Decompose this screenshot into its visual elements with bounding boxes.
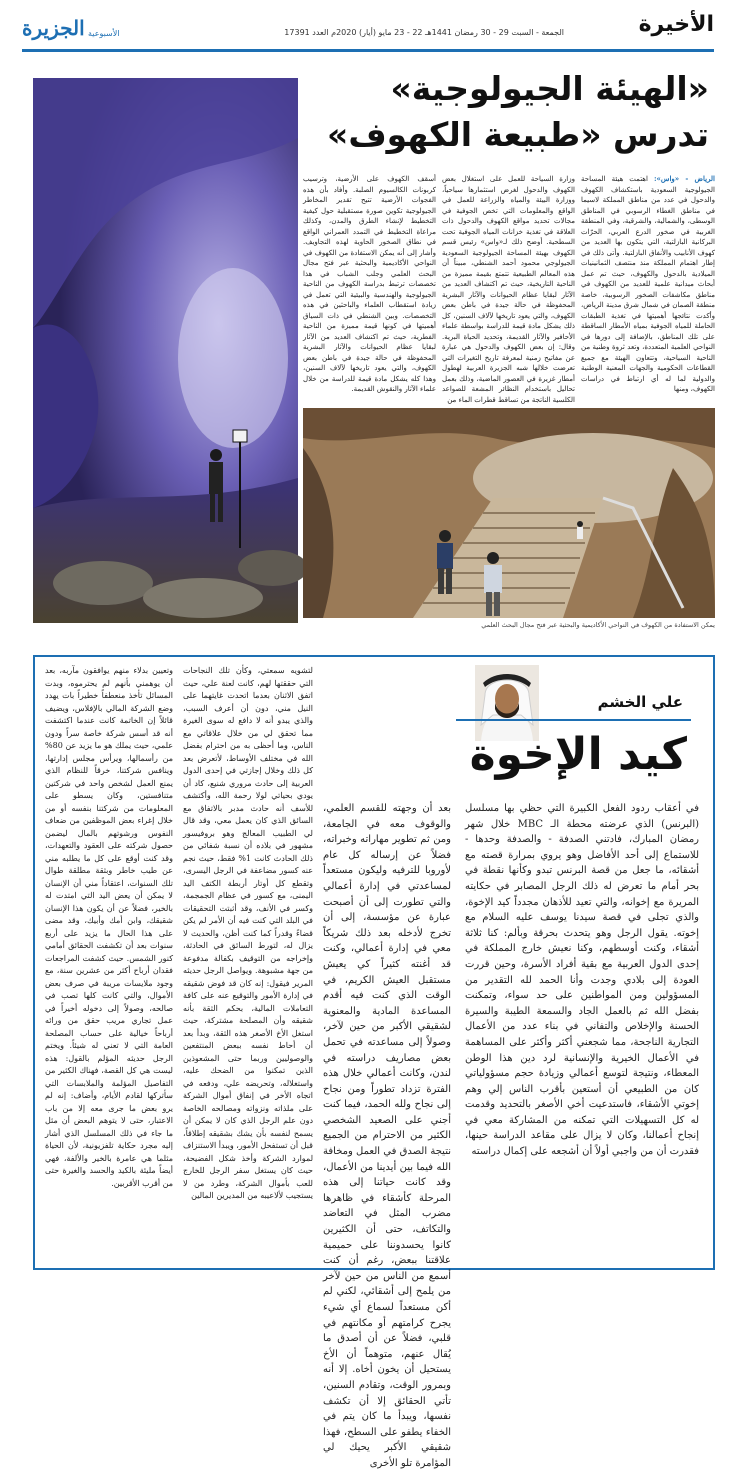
opinion-title: كيد الإخوة xyxy=(469,729,687,780)
article-headline xyxy=(327,66,709,158)
opinion-column-middle-text: بعد أن وجهته للقسم العلمي، والوقوف معه في الجامعة، ومن ثم تطوير مهاراته وخبراته، فضلاً عن إرساله كل عام لأوروبا للترفيه وليكون مستعداً لمساعدتي في إدارة أعمالي والتي تطورت إلى أن أصبحت عبارة عن مؤسسة، إلى أن تخرج لأدخله بعد ذلك شريكاً معي في إدارة أعمالي، وكنت قد أغنته كثيراً كي يعيش مستقبل العيش الكريم، في الوقت الذي كنت فيه أقدم المساعدة المادية والمعنوية لشقيقي الأكبر من حين لآخر، وصولاً إلى مساعدته في تحمل بعض مصاريف دراسته في لندن، وكانت أعمالي خلال هذه الفترة تزداد تطوراً ومن نجاح إلى نجاح ولله الحمد، فيما كنت أجني على الصعيد الشخصي الكثير من الاحترام من الجميع نتيجة الصدق في العمل ومخافة الله فيما بين أيدينا من الأعمال، وقد كانت حياتنا إلى هذه المرحلة كأشقاء في ظاهرها مضرب المثل في التعاضد والتكاتف، حتى أن الكثيرين كانوا يحسدوننا على حميمية علاقتنا ببعض، رغم أن كنت أسمع من الناس من حين لآخر من يلمح إلى أشقائي، لكني لم أكن مستعداً لسماع أي شيء يجرح كرامتهم أو مكانتهم في قلبي، فضلاً عن أن أصدق ما يُقال عنهم، متوهماً أن الأخ يستحيل أن يخون أخاه. إلا أنه وبمرور الوقت، وتقادم السنين، تأتي الحقائق إلا أن تكشف نفسها، ويبدأ ما كان يتم في الخفاء يطفو على السطح، فهذا شقيقي الأكبر يحيك لي المؤامرة تلو الأخرى xyxy=(323,803,451,1469)
opinion-column-left-1 xyxy=(183,665,313,1255)
opinion-column-box xyxy=(33,655,715,1469)
opinion-column-left-1-text: لتشويه سمعتي، وكأن تلك النجاحات التي حققتها لهم، كانت لعنة علي، حيث اتفق الاثنان بعدما اتحدت غايتهما على النيل مني، دون أن أعرف السبب، والذي يبدو أنه لا دافع له سوى الغيرة مما تحقق لي من خلال علاقاتي مع الناس، وما أحظى به من احترام بفضل الله في مختلف الأوساط، لأتعرض بعد كل ذلك وخلال إجازتي في إحدى الدول العربية إلى حادث مروري شنيع، كاد أن يودي بحياتي لولا رحمة الله، وأكتشف للأسف أنه حادث مدبر بالاتفاق مع السائق الذي كان يعمل معي، وقد قال لي الطبيب المعالج وهو بروفيسور مشهور في بلاده أن نسبة شفائي من ذلك الحادث كانت 1% فقط، حيث نجم عنه كسور مضاعفة في الرجل اليسرى، وتقطع كل أوتار أربطة الكتف اليد اليمنى، مع كسور في عظام الجمجمة، وكسر في الأنف، وقد أثبتت التحقيقات في البلد التي كنت فيه أن الأمر لم يكن قضاءً وقدراً كما كنت أظن، والحديث لا يزال له، لتورط السائق في الحادثة، وإخراجه من التوقيف بكفالة مدفوعة من جهة مشبوهة. ويواصل الرجل حديثه المرير فيقول: إنه كان قد فوض شقيقه في إدارة الأمور والتوقيع عنه على كافة التعاملات المالية، بحكم الثقة بأنه شقيقه وأن المصلحة مشتركة، حيث استغل الأخ الأصغر هذه الثقة، وبدأ بعد أن أحاط نفسه ببعض المنتفعين والوصوليين وربما حتى المشعوذين الذين تمكنوا من الضحك عليه، واستغلاله، وتحريضه علي، ودفعه في اتجاه الأخر في إنفاق أموال الشركة على ملذاته ونزواته ومصالحه الخاصة دون علم الرجل الذي كان لا يمكن أن يسمح لنفسه بأن يشك بشقيقه إطلاقاً، قبل أن تستفحل الأمور، ويبدأ الاستنزاف لموارد الشركة وأخذ شكل الفضيحة، حيث كان يستغل سفر الرجل للخارج للعب بأموال الشركة، وطرد من لا يستجيب لألاعيبه من المديرين المالين xyxy=(183,666,313,1200)
article-column-left xyxy=(303,174,436,396)
section-label: الأخيرة xyxy=(638,12,714,37)
article-column-left-text: أسقف الكهوف على الأرضية، وترسيب كربونات الكالسيوم الصلبة. وأفاد بأن هذه الفجوات الأرضية تتيح تقدير المخاطر الجيولوجية تكوين صورة مستقبلية حول كيفية التخطيط لإنشاء الطرق والمدن، وكذلك مراعاة التخطيط في التمدد العمراني الواقع في نطاق الصخور الحاوية لهذه التجاويف. وأشار إلى أنه يمكن الاستفادة من الكهوف في النواحي الأكاديمية والبحثية عبر فتح مجال البحث العلمي وجلب الشباب في هذا تخصصات ترتبط بدراسة الكهوف من الناحية الجيولوجية والهندسية والبيئية التي تعمل في زيادة استقطاب العلماء والباحثين في هذه التخصصات. وبين الشنطي في ذات السياق أهميتها في كونها قيمة مميزة من الناحية الفطرية، حيث تم اكتشاف العديد من الآثار لبقايا عظام الحيوانات والآثار البشرية المحفوظة في حالة جيدة في باطن بعض الكهوف، والتي يعود تاريخها لآلاف السنين، وهذا كله يشكل مادة قيمة للدراسة من خلال علماء الآثار والنقوش القديمة. xyxy=(303,175,436,393)
opinion-column-middle xyxy=(323,801,451,1469)
newspaper-logo-subtitle: الأسبوعية xyxy=(88,29,120,38)
author-divider xyxy=(456,719,691,721)
article-byline: الرياض - «واس»: xyxy=(653,174,716,183)
photo-caption: يمكن الاستفادة من الكهوف في النواحي الأكاديمية والبحثية عبر فتح مجال البحث العلمي xyxy=(481,621,715,629)
cave-stairs-photo xyxy=(303,408,715,618)
cave-tunnel-illustration xyxy=(33,78,298,623)
issue-date-line: الجمعة - السبت 29 - 30 رمضان 1441هـ 22 - 23 مايو (أيار) 2020م العدد 17391 xyxy=(284,28,564,37)
cave-stairs-illustration xyxy=(303,408,715,618)
opinion-column-right-text: في أعقاب ردود الفعل الكبيرة التي حظي بها مسلسل (البرنس) الذي عرضته محطة الـ MBC خلال شهر رمضان المبارك، فادتني الصدفة - والصدفة وحدها - للاستماع إلى أحد الأفاضل وهو يروي بمرارة قصته مع أشقائه، ما جعل من قصة البرنس تبدو وكأنها نقطة في بحر أمام ما تعرض له ذلك الرجل المصابر في حكايته المريرة مع إخوانه، والتي تعيد للأذهان مجدداً كيد الإخوة، والذي تجلى في قصة سيدنا يوسف عليه السلام مع إخوته. يقول الرجل وهو يتحدث بحرقة وبألم: كنا ثلاثة أشقاء، وكنت أوسطهم، وكنا نعيش خارج المملكة في إحدى الدول العربية مع بقية أفراد الأسرة، وحين قررت العودة إلى بلادي وجدت وأنا الحمد لله التقدير من المسؤولين ومن المواطنين على حد سواء، وتمكنت بفضل الله ثم بالعمل الجاد والسمعة الطيبة والسيرة الحسنة والإخلاص والتفاني في بناء عدد من الأعمال التجارية الناجحة، مما شجعني أكثر وأكثر على المساهمة في الأعمال الخيرية والإنسانية لرد دين هذا الوطن المعطاء، ونتيجة لتوسع أعمالي وزيادة حجم مسؤولياتي كان من الطبيعي أن أستعين بأقرب الناس إلي وهم إخوتي الأشقاء، فاستدعيت أخي الأصغر بالتحديد وقدمت له كل التسهيلات التي تمكنه من المشاركة معي في إنجاح أعمالنا، وكان لا يزال على مقاعد الدراسة حينها، فقدرت أن من واجبي أولاً أن أشجعه على إكمال دراسته xyxy=(465,803,699,1158)
article-column-right xyxy=(581,174,715,396)
masthead xyxy=(22,10,714,52)
headline-line-2: تدرس «طبيعة الكهوف» xyxy=(327,115,709,154)
article-column-middle-text: وزارة السياحة للعمل على استغلال بعض الكهوف والدحول لغرض استثمارها سياحياً، ووزارة البيئة والمياه والزراعة للعمل في الواقع والمعلومات التي تخص الجوفية في مجالات تحديد مواقع الكهوف والدحول ذات العلاقة في تغذية خزانات المياه الجوفية تحت السطحية. أوضح ذلك لـ«واس» رئيس قسم الكهوف بهيئة المساحة الجيولوجية السعودية الجيولوجي محمود أحمد الشنطي، مبيناً أن هذه المعالم الطبيعية تتمتع بقيمة مميزة من الناحية التاريخية، حيث تم اكتشاف العديد من الآثار لبقايا عظام الحيوانات والآثار البشرية المحفوظة في حالة جيدة في باطن بعض الكهوف، والتي يعود تاريخها لآلاف السنين، كل ذلك يشكل مادة قيمة للدراسة بواسطة علماء الأحافير والآثار القديمة، وتحديد الحياة البرية. وقال: إن بعض الكهوف والدحول هي عبارة عن مفاتيح زمنية لمعرفة تاريخ التغيرات التي تعرضت خلالها شبه الجزيرة العربية لهطول أمطار غزيرة في العصور الماضية، وذلك بعمل تحاليل باستخدام النظائر المشعة للصواعد الكلسية الناتجة من تساقط قطرات الماء من xyxy=(442,175,575,404)
visitor-figure-3 xyxy=(577,521,583,539)
article-column-right-text: اهتمت هيئة المساحة الجيولوجية السعودية باستكشاف الكهوف والدحول في عدد من مناطق المملكة لاسيما في مناطق الغطاء الرسوبي في المناطق الوسطى، والشمالية، والشرقية، وفي المنطقة الغربية في صخور الدرع العربي، الحرّات البركانية البازلتية، التي يتكون بها العديد من كهوف الأنابيب والأنفاق البازلتية. وأتى ذلك في إطار اهتمام المملكة منذ منتصف الثمانينيات الميلادية بالدحول والكهوف، حيث تم عمل أبحاث ميدانية علمية للعديد من الكهوف في مناطق مكاشفات الصخور الرسوبية، خاصة منطقة الصمان في شمال شرق مدينة الرياض، وأكدت نتائجها أهميتها في تغذية الطبقات الحاملة للمياه الجوفية بمياه الأمطار الساقطة على تلك المناطق، بالإضافة إلى دورها في النواحي العلمية المتعددة، وتعد ثروة وطنية من الناحية السياحية، وتتعاون الهيئة مع جميع القطاعات الحكومية والجهات المعنية الوطنية والدولية لما له أي ارتباط في دراسات الكهوف، ومنها xyxy=(581,175,715,393)
opinion-column-left-2 xyxy=(45,665,173,1255)
opinion-author-name: علي الخشم xyxy=(597,693,683,711)
cave-tunnel-photo xyxy=(33,78,298,623)
article-column-middle xyxy=(442,174,575,404)
opinion-column-left-2-text: وتعيين بدلاء منهم يوافقون مآربه، بعد أن يوهمني بأنهم لم يحترموه، وبدت المسائل تأخذ منعطفاً خطيراً بات يهدد وضع الشركة المالي بالإفلاس، ويضيف قائلاً إن الخاتمة كانت عندما اكتشفت أنه قد أسس شركة خاصة سراً ودون علمي، حيث يملك هو ما يزيد عن 80% من رأسمالها، ويرأس مجلس إدارتها، وينافس شركتنا، خرقاً للنظام الذي يمنع العمل لشخص واحد في شركتين متنافستين، وكان يسطو على المعلومات من شركتنا بنفسه أو من خلال إغراء بعض الموظفين من ضعاف النفوس ورشوتهم بالمال ليضمن حصول شركته على العقود والتعهدات، وقد كنت أوقع على كل ما يطلبه مني عن طيب خاطر وبثقة مطلقة طوال تلك السنوات، اعتقاداً مني أن الإنسان لا يمكن أن يعض اليد التي امتدت له بالخير، فضلاً عن أن يكون هذا الإنسان شقيقك، وابن أمك وأبيك، وقد مضى على هذا الحال ما يزيد على أربع سنوات بعد أن تكشفت الحقائق أمامي كنور الشمس. حيث كشفت المراجعات فقدان أرباح أكثر من عشرين سنة، مع وجود ملايسات مريبة في صرف بعض الأموال، والتي كانت كلها تصب في صالحه، وصولاً إلى دخوله أخيراً في عمل تجاري مريب حقق من ورائه أرباحاً خيالية على حساب المصلحة العامة التي لا تعني له شيئاً. ويختم الرجل حديثه المؤلم بالقول: هذه ليست هي كل القصة، فهناك الكثير من التفاصيل المؤلمة والملابسات التي سأتركها لقادم الأيام، وأضاف: إنه لم يرو بعض ما جرى معه إلا من باب الاعتبار، حتى لا يتوهم البعض أن مثل ما جاء في ذلك المسلسل الذي أشار إليه مجرد حكاية تلفزيونية، لأن الحياة مثلما هي عامرة بالخير والألفة، فهي أيضاً مليئة بالكيد والحسد والغيرة حتى من أقرب الأقربين. xyxy=(45,666,173,1188)
headline-line-1: «الهيئة الجيولوجية» xyxy=(390,69,709,108)
opinion-column-right xyxy=(465,801,699,1256)
newspaper-logo: الجزيرة xyxy=(22,16,85,40)
